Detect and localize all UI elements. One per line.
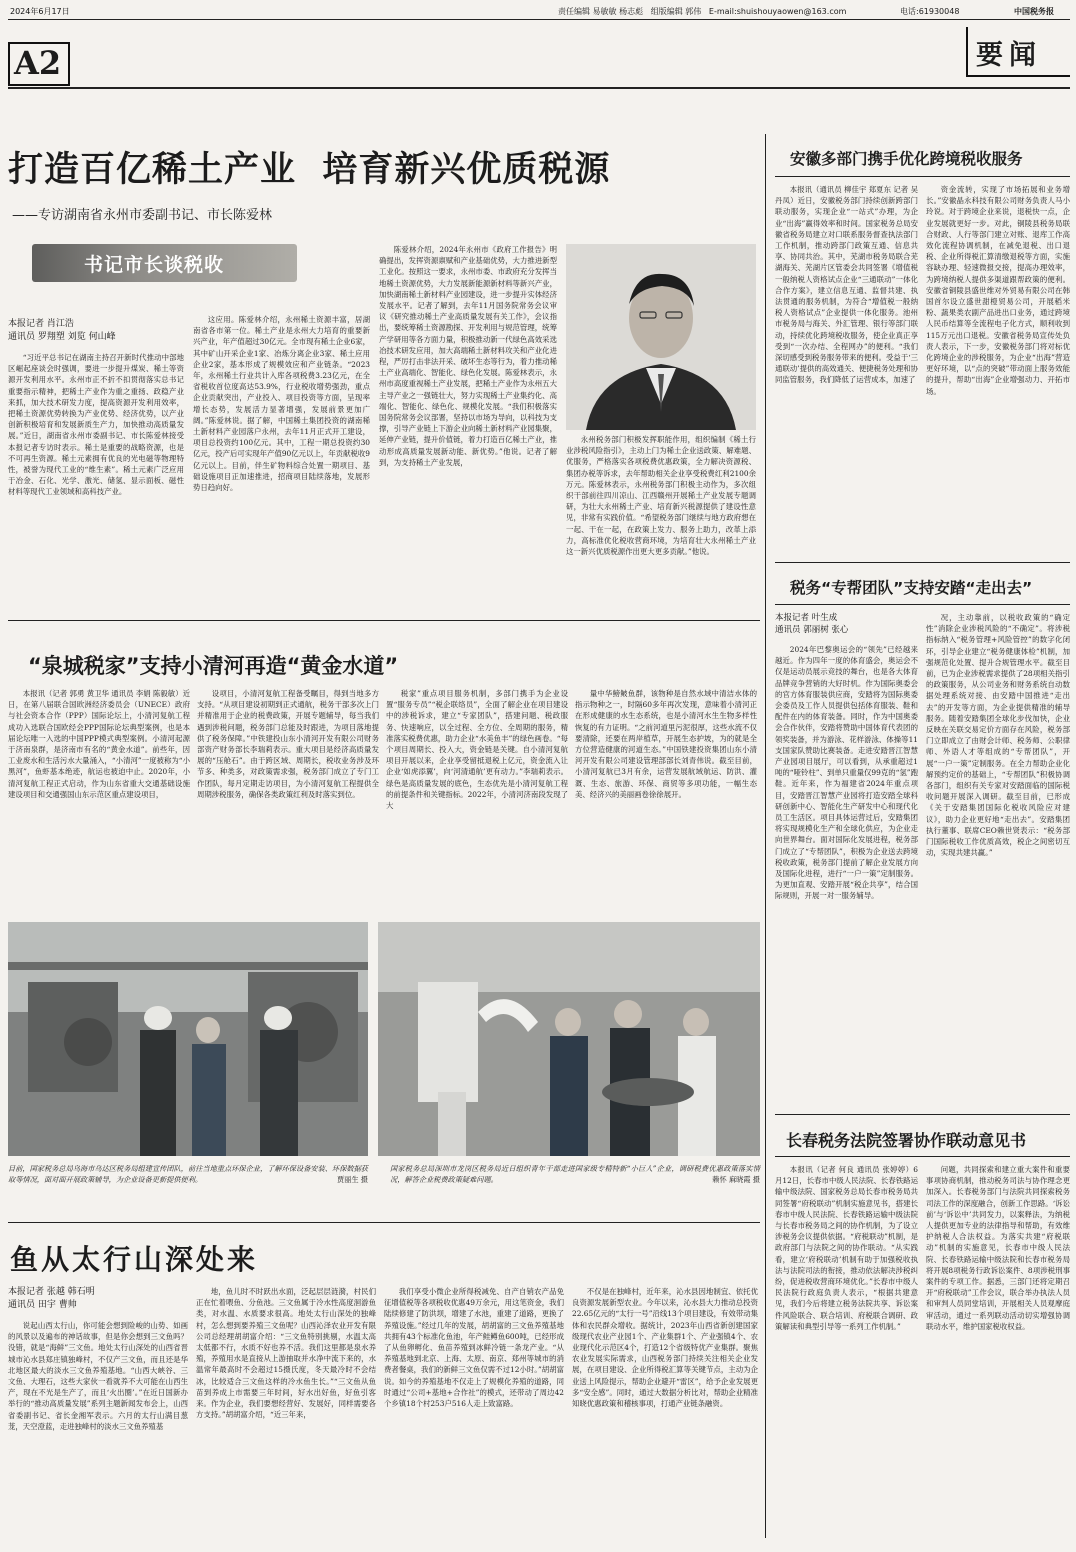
header-bottom-rule — [8, 87, 1070, 89]
anhui-col-2 — [926, 184, 1070, 554]
photo-wuhai — [8, 922, 368, 1156]
portrait-illustration — [566, 244, 756, 430]
lead-title: 打造百亿稀土产业 培育新兴优质税源 — [8, 149, 611, 190]
anta-col-1-text: 2024年巴黎奥运会的“领先”已经越来越近。作为四年一度的体育盛会，奥运会不仅是运动员展示竞技的舞台，也是各大体育品牌竞争营销的大好时机。作为国际奥委会的官方体育服装供应商，安踏将为国际奥委会委员及工作人员提供包括体育服装、鞋和配件在内的体育装备。同时，作为中国奥委会合作伙伴，安踏将赞助中国体育代表团的领奖装备，并为游泳、花样游泳、体操等11支国家队赞助比赛装备。走进安踏晋江智慧产业园项目展厅，可以看到，从承重超过1吨的“哑铃柱”、到单只重量仅99克的“氢”跑鞋。近年来，作为福建省2024年重点项目，安踏晋江智慧产业园将打造安踏全球科研创新中心、智能化生产研发中心和现代化员工生活区。项目具体运营过后，安踏集团将实现规模化生产和全球化供应，为企业走向世界舞台。面对国际化发展进程，税务部门成立了“专帮团队”，积极为企业送去跨境税收政策，税务部门提前了解企业发展方向及国际化进程，进行“一户一策”定制服务。为更加直观、安踏开展“税企共享”，结合国际规则，开展一对一服务辅导。 — [775, 645, 918, 901]
fish-reporter: 本报记者 张越 韩石明 — [8, 1287, 95, 1297]
page-header — [0, 0, 1076, 92]
section-name: 要闻 — [976, 40, 1042, 71]
fish-col-2-text: 地，鱼儿时不时跃出水面，泛起层层涟漪，村民们正在忙着喂鱼、分鱼池。三文鱼属于冷水性高度洄游鱼类，对水温、水质要求很高。地处太行山深处的独峰村，怎么想到要养殖三文鱼呢？山西沁泽农业开发有限公司总经理胡胡富介绍：“三文鱼特别挑剔，水温太高太低都不行，水质不好也养不活。我们这里都是泉水养殖，养殖用水是直接从上游抽取并水净中流下来的，水温常年最高时不会超过15摄氏度，冬天最冷时不会结冰，比较适合三文鱼这样的冷水鱼生长。”“三文鱼从鱼苗到养成上市需要三年时间，好水出好鱼，好鱼引客来。作为企业，我们要想经营好、发展好，同样需要各方支持。”胡胡富介绍，“近三年来， — [196, 1287, 376, 1420]
contact-email: E-mail:shuishouyaowen@163.com — [708, 7, 847, 16]
caption-shenzhen — [390, 1163, 760, 1185]
anta-bottom-rule — [775, 1114, 1070, 1115]
credit-wuhai: 贾丽生 摄 — [336, 1175, 368, 1184]
photos-bottom-rule — [8, 1222, 760, 1223]
editor-label: 责任编辑 — [558, 7, 590, 16]
designer-name: 郭伟 — [685, 7, 702, 16]
fish-col-3-text: 我们享受小微企业所得税减免、自产自销农产品免征增值税等各项税收优惠49万余元，用这笔资金，我们陆续修建了防洪坝，增建了水池，重建了道路，更换了养殖设施。”经过几年的发展，胡胡富的三文鱼养殖基地共拥有43个标准化鱼池，年产鲑鳟鱼600吨，已经形成了从鱼卵孵化、鱼苗养殖到冰鲜冷链一条龙产业。“从养殖基地到北京、上海、太原、南京、郑州等城市的消费者餐桌，我们的新鲜三文鱼仅需不过12小时。”胡胡富说。如今的养殖基地不仅走上了规模化养殖的道路，同时通过“公司+基地+合作社”的模式，还带动了周边42个乡镇18个村253户516人走上致富路。 — [384, 1287, 564, 1409]
lead-col-4 — [566, 434, 756, 614]
changchun-col-1-text: 本报讯（记者 何良 通讯员 张婷婷）6月12日，长春市中级人民法院、长春铁路运输中级法院、国家税务总局长春市税务局共同签署“府税联动”机制实施意见书，搭建长春市中级人民法院、长春铁路运输中级法院与长春市税务局之间的协作机制，为了设立涉税务会议提供依据。“府税联动”机制，是政府部门与法院之间的协作联动。“从实践看，建立‘府税联动’机制有助于加强税收执法与法院司法的衔接，推动依法解决涉税纠纷，促进税收营商环境优化。”长春市中级人民法院行政庭负责人表示，“根据共建意见，我们今后将建立税务法院共享、诉讼案件风险联合、联合培训、府税联合调研、政策解读和典型引导等一系列工作机制。” — [775, 1165, 918, 1331]
fish-correspondents: 通讯员 田宇 曹帅 — [8, 1300, 77, 1310]
anta-title-rule — [775, 604, 1070, 605]
spring-col-1-text: 本报讯（记者 郭勇 黄卫华 通讯员 李娟 陈毅敏）近日，在第八届联合国欧洲经济委员会（UNECE）政府与社会资本合作（PPP）国际论坛上，小清河复航工程成功入选联合国欧经会PPP国际论坛典型案例，也是本届论坛唯一入选的中国PPP模式典型案例。小清河起源于济南泉群，是济南市有名的“黄金水道”。前些年，因工业废水和生活污水大量涌入，“小清河”一度被称为“小黑河”，鱼虾基本绝迹，航运也被迫中止。2020年，小清河复航工程正式启动，作为山东省重大交通基础设施建设项目和交通强国山东示范区重点建设项目， — [8, 689, 190, 799]
changchun-col-2 — [926, 1164, 1070, 1538]
lead-col-2-text: 这应用。陈爱林介绍，永州稀土资源丰富，居湖南省各市第一位。稀土产业是永州大力培育的重要新兴产业，年产值超过30亿元。全市现有稀土企业6家，其中矿山开采企业1家、冶炼分离企业3家、稀土应用企业2家，基本形成了规模效应和产业链条。“2023年，永州稀土行业共计入库各项税费3.23亿元，在全省税收首位度高达53.9%，行业税收增势强劲，重点企业贡献突出，产业投入、项目投资等方面，呈现率增长态势，发展活力显著增强，发展前景更加广阔。”陈爱林说。据了解，中国稀土集团投资的湖南稀土新材料产业园落户永州，去年11月正式开工建设，项目总投资约100亿元。其中，工程一期总投资约30亿元，投产后可实现年产值90亿元以上，年贡献税收9亿元以上。目前，伴生矿物料综合处置一期项目、基础设施项目正加速推进，招商项目陆续落地，发展形势日趋向好。 — [193, 315, 370, 493]
caption-wuhai-text: 目前，国家税务总局乌海市乌达区税务局组建宣传团队，前往当地重点环保企业，了解环保设备安装、环保数据获取等情况，面对面开展政策辅导，为企业设备更新提供便利。 — [8, 1164, 368, 1184]
photo-shenzhen — [378, 922, 760, 1156]
spring-title: “泉城税家”支持小清河再造“黄金水道” — [28, 654, 399, 678]
editor-names: 易敏敏 杨志彪 — [592, 7, 644, 16]
spring-col-4 — [575, 688, 757, 900]
changchun-col-1 — [775, 1164, 918, 1538]
fish-byline — [8, 1286, 188, 1312]
lead-reporter: 本报记者 肖江浩 — [8, 319, 74, 329]
changchun-title-rule — [775, 1156, 1070, 1157]
column-badge-text: 书记市长谈税收 — [84, 254, 225, 276]
spring-col-1 — [8, 688, 190, 900]
anhui-title-rule — [775, 176, 1070, 177]
anta-col-2-text: 况，主动靠前，以税收政策的“确定性”消除企业涉税风险的“不确定”。将涉税指标纳入“税务管理+风险管控”的数字化闭环，引导企业建立“税务健康体检”机制，加强规范化处置、提升合规管理水平。截至目前，已为企业涉税需求提供了28项相关指引的政策服务，从公司业务和财务系统自动数据处理系统对接、由安踏中国推进“走出去”的开发等方面，为企业提供精准的辅导服务。随着安踏集团全球化步伐加快，企业反映在关联交易定价方面存在风险，税务部门立即成立了由财会计师、税务师、公职律师、外语人才等组成的“专帮团队”，开展“一户一策”定制服务。在全力帮助企业化解预约定价的基础上，“专帮团队”积极协调各部门，组织有关专家对安踏面临的国际税收问题开展深入调研。截至目前，已形成《关于安踏集团国际化税收风险应对建议》，助力企业更好地“走出去”。安踏集团执行董事、联席CEO赖世贤表示：“税务部门国际税收工作优质高效，税企之间密切互动，实现共建共赢。” — [926, 613, 1070, 858]
fish-col-1 — [8, 1320, 188, 1542]
designer-label: 组版编辑 — [650, 7, 683, 16]
spring-col-2-text: 设项目，小清河复航工程备受瞩目，得到当地多方支持。“从项目建设初期到正式通航，税务干部多次上门并精准用于企业的税费政策，开展专题辅导，每当我们遇到涉税问题，税务部门总能及时跟进，为项目落地提供了税务保障。”中铁建投山东小清河开发有限公司财务部资产财务部长李瑞莉表示。重大项目是经济高质量发展的“压舱石”。由于跨区域、周期长，税收业务涉及环节多、种类多，对政策需求强，税务部门成立了专门工作团队，每月定期走访项目，为小清河复航工程提供全周期涉税服务，确保各类政策红利及时落实到位。 — [197, 689, 379, 799]
anta-reporter: 本报记者 叶生成 — [775, 613, 838, 623]
lead-col-3 — [379, 244, 557, 614]
anhui-title: 安徽多部门携手优化跨境税收服务 — [790, 150, 1023, 168]
anhui-col-2-text: 资金流转，实现了市场拓展和业务增长。”安徽晶永科技有限公司财务负责人马小玲说。对于跨境企业来说，退税快一点，企业发展就更好一步。对此，铜陵县税务局联合财政、人行等部门建立对账、退库工作高效化流程协调机制，在减免退税、出口退税、企业所得税汇算清缴退税等方面，实施容缺办理、轻速微报交接，提高办理效率，为跨境纳税人提供多渠道跟帮政策的便利。安徽省铜陵县盛世维对外贸易有限公司在韩国首尔设立盛世甜橙贸易公司，开展稻米粉、蔬果类农副产品进出口业务，通过跨境人民币结算等全流程电子化方式，顺利收到115万元出口退税。安徽省税务局宣传处负责人表示，下一步，安徽税务部门将对标优化跨境企业的涉税服务，为企业“出海”营造更好环境，以“点的突破”带动面上服务效能的提升，帮助“出海”企业增强动力、开拓市场。 — [926, 185, 1070, 396]
issue-date: 2024年6月17日 — [10, 7, 70, 16]
page-number: A2 — [14, 44, 62, 82]
lead-subtitle: ——专访湖南省永州市委副书记、市长陈爱林 — [12, 208, 273, 223]
fish-title: 鱼从太行山深处来 — [10, 1243, 259, 1276]
fish-col-4 — [572, 1286, 758, 1542]
anta-correspondents: 通讯员 郭丽树 张心 — [775, 625, 849, 635]
spring-col-2 — [197, 688, 379, 900]
anhui-col-1-text: 本报讯（通讯员 柳佳宇 郑夏东 记者 吴丹凤）近日，安徽税务部门持续创新跨部门联动服务，实现企业“一站式”办理，为企业“出海”赢得效率和时间。国家税务总局安徽省税务局建立对口联系服务督查执法部门工作机制，推动跨部门政策互通、信息共享、协同共治。其中，芜湖市税务局联合芜湖海关、芜湖片区管委会共同签署《增值税一般纳税人资格试点企业“三通联动”一体化合作方案》，建立信息互通、监督共建、执法贯通的服务机制，为符合“增值税一般纳税人资格试点”企业提供一体化服务。池州市税务局与海关、外汇管理、银行等部门联动，持续优化跨境税收服务，使企业真正享受到“一次办结、全程网办”的便利。“我们深切感受到税务服务带来的便利。受益于‘三通联动’提供的高效通关、便捷税务处理和协同监管服务，我们降低了运营成本，加速了 — [775, 185, 918, 385]
anta-byline — [775, 612, 918, 636]
fish-col-1-text: 说起山西太行山，你可能会想到险峻的山势、如画的风景以及遍布的神话故事，但是你会想到三文鱼吗？没错，就是“海鲜”三文鱼。地处太行山深处的山西省晋城市沁水县郑庄镇独峰村，不仅产三文鱼，而且还是华北地区最大的淡水三文鱼养殖基地。“山西大峡谷、三文鱼、大理石，这些大家伙一看就养不大可能在山西生产，现在不光是生产了，而且‘火出圈’。”在近日国新办举行的“推动高质量发展”系列主题新闻发布会上，山西省委副书记、省长金湘军表示。六月的太行山满目葱茏，天空澄蓝，走进独峰村的淡水三文鱼养殖基 — [8, 1321, 188, 1431]
spring-col-3-text: 税家”重点项目服务机制，多部门携手为企业设置“服务专员”“税企联络员”，全面了解企业在项目建设中的涉税诉求，建立“专家团队”，搭建问题、税政服务、快速响应，以全过程、全方位、全周期的服务，精准落实税费优惠，助力企业“水美鱼丰”的绿色画卷。“每个项目周期长、投入大，资金链是关键。自小清河复航项目开展以来，企业享受留抵退税上亿元，资金流入让企业‘如虎添翼’，向‘河清通航’更有动力。”李瑞莉表示。绿色是高质量发展的底色，生态优先是小清河复航工程的前提条件和关键指标。2022年，小清河济南段发现了大 — [386, 689, 568, 811]
changchun-col-2-text: 问题，共同探索和建立重大案件和重要事项协商机制，推动税务司法与协作理念更加深入。长春税务部门与法院共同探索税务司法工作的深度融合，创新工作思路。‘诉讼前’与‘诉讼中’共同发力，以案释法，为纳税人提供更加专业的法律指导和帮助，有效维护纳税人合法权益。为落实共建“府税联动”机制的实施意见，长春市中级人民法院、长春铁路运输中级法院和长春市税务局将开展8项税务行政诉讼案件、8项涉税刑事案件的专项工作。据悉，三部门还将定期召开“府税联动”工作会议，联合举办执法人员和审判人员同堂培训，开展相关人员观摩庭审活动，通过一系列联动活动切实增强协调联动水平，维护国家税收权益。 — [926, 1165, 1070, 1331]
caption-shenzhen-text: 国家税务总局深圳市龙岗区税务局近日组织青年干部走进国家级专精特新“小巨人”企业，调研税费优惠政策落实情况，解答企业税费政策疑难问题。 — [390, 1164, 760, 1184]
contact-phone: 电话:61930048 — [900, 7, 960, 16]
credit-shenzhen: 赖怀 麻晓霞 摄 — [712, 1175, 760, 1184]
anta-col-2 — [926, 612, 1070, 1106]
lead-col-4-text: 永州税务部门积极发挥职能作用，组织编制《稀土行业涉税风险指引》，主动上门为稀土企业送政策、解难题、优服务，严格落实各项税费优惠政策，全力解决资源税、集团办税等诉求，去年帮助相关企业享受税费红利2100余万元。陈爱林表示，永州税务部门积极主动作为，多次组织干部前往四川凉山、江西赣州开展稀土产业发展专题调研，为壮大永州稀土产业、培育新兴税源提供了建设性意见，非常有实践价值。“希望税务部门继续与地方政府想在一起、干在一起，在政策上发力、服务上助力，改革上添力，高标准优化税收营商环境，为培育壮大永州稀土产业这一新兴优质税源作出更大更多贡献。”他说。 — [566, 435, 756, 557]
spring-col-4-text: 量中华鳑鲏鱼群，该物种是自然水域中清洁水体的指示物种之一，时隔60多年再次发现，意味着小清河正在形成健康的水生态系统，也是小清河水生生物多样性恢复的有力证明。“之前河道里污泥很厚，这些水流不仅要清除，还要在两岸植草，开展生态护坡，为的就是全方位营造健康的河道生态。”中国铁建投资集团山东小清河开发有限公司建设管理部部长刘青伟说。截至目前，小清河复航已3月有余，运营发展航域航运、防洪、灌溉、生态、旅游、环保、商贸等多项功能，一幅生态美、经济兴的美丽画卷徐徐展开。 — [575, 689, 757, 799]
lead-correspondents: 通讯员 罗翔塑 刘览 何山峰 — [8, 332, 116, 342]
header-rule — [8, 19, 1070, 20]
photo-shenzhen-illustration — [378, 922, 760, 1156]
photo-wuhai-illustration — [8, 922, 368, 1156]
spring-col-3 — [386, 688, 568, 900]
lead-col-1-text: “习近平总书记在湖南主持召开新时代推动中部地区崛起座谈会时强调，要进一步提升煤炭、稀土等资源开发利用水平。永州市正不折不扣贯彻落实总书记重要指示精神，把稀土产业作为重之重扬、政稳产业来抓，加大技术研发力度，提高资源开发利用效率，把稀土资源优势转换为产业优势、经济优势，以产业创新积极培育和发展新质生产力，加快推动高质量发展。”近日，湖南省永州市委副书记、市长陈爱林接受本报记者专访时表示。稀土是重要的战略资源，也是不可再生资源。稀土元素拥有优良的光电磁等物理特性，被誉为现代工业的“维生素”。稀土元素广泛应用于冶金、石化、光学、激光、储氢、显示面板、磁性材料等现代工业领域和高科技产业。 — [8, 353, 184, 497]
fish-col-3 — [384, 1286, 564, 1542]
lead-col-1 — [8, 352, 184, 614]
lead-col-2 — [193, 314, 370, 614]
changchun-title: 长春税务法院签署协作联动意见书 — [786, 1131, 1027, 1150]
editor-info — [558, 6, 846, 17]
anhui-col-1 — [775, 184, 918, 554]
lead-byline — [8, 318, 188, 344]
paper-name: 中国税务报 — [1014, 7, 1054, 16]
column-badge — [32, 244, 297, 282]
anhui-bottom-rule — [775, 562, 1070, 563]
anta-title: 税务“专帮团队”支持安踏“走出去” — [790, 579, 1033, 597]
lead-col-3-text: 陈爱林介绍，2024年永州市《政府工作报告》明确提出，发挥资源禀赋和产业基础优势，大力推进新型工业化。按照这一要求，永州市委、市政府充分发挥当地稀土资源优势，大力发展新能源新材料等新兴产业，加快湖南稀土新材料产业园建设，进一步提升实体经济发展水平。记者了解到，去年11月国务院常务会议审议《研究推动稀土产业高质量发展有关工作》，会议指出，要统筹稀土资源勘探、开发利用与规范管理，统筹产学研用等各方面力量，积极推动新一代绿色高效采选冶技术研发应用，加大高端稀土新材料攻关和产业化进程，严厉打击非法开采、破坏生态等行为，着力推动稀土产业高端化、智能化、绿色化发展。陈爱林表示，永州市高度重视稀土产业发展，把稀土产业作为永州五大主导产业之一强链壮大，努力实现稀土产业集约化、高端化、智能化、绿色化、规模化发展。“我们积极落实国务院常务会议部署，坚持以市场为导向，以科技为支撑，引导产业链上下游企业向稀土新材料产业园集聚，延伸产业链，提升价值链，着力打造百亿稀土产业，推动形成高质量发展新动能、新优势。”他说。记者了解到，为支持稀土产业发展， — [379, 245, 557, 467]
lead-bottom-rule — [8, 620, 760, 621]
caption-wuhai — [8, 1163, 368, 1185]
fish-col-4-text: 不仅是在独峰村，近年来，沁水县因地制宜、依托优良资源发展新型农业。今年以来，沁水县大力推动总投资22.65亿元的“太行一号”沿线13个项目建设，有效带动集体和农民群众增收。据统计，2023年山西省新创建国家级现代农业产业园1个、产业集群1个、产业强镇4个、农业现代化示范区4个，打造12个省级特优产业集群。聚焦农业发展实际需求，山西税务部门持续关注相关企业发展，在项目建设、企业所得税汇算等关键节点，主动为企业送上风险提示，帮助企业避开“雷区”，给予企业发展更多“安全感”。同时，通过大数据分析比对，帮助企业精准知晓优惠政策和稽核事项，打通产业链条融资。 — [572, 1287, 758, 1409]
anta-col-1 — [775, 644, 918, 1106]
fish-col-2 — [196, 1286, 376, 1542]
portrait-photo — [566, 244, 756, 430]
column-divider-right — [765, 134, 766, 1538]
